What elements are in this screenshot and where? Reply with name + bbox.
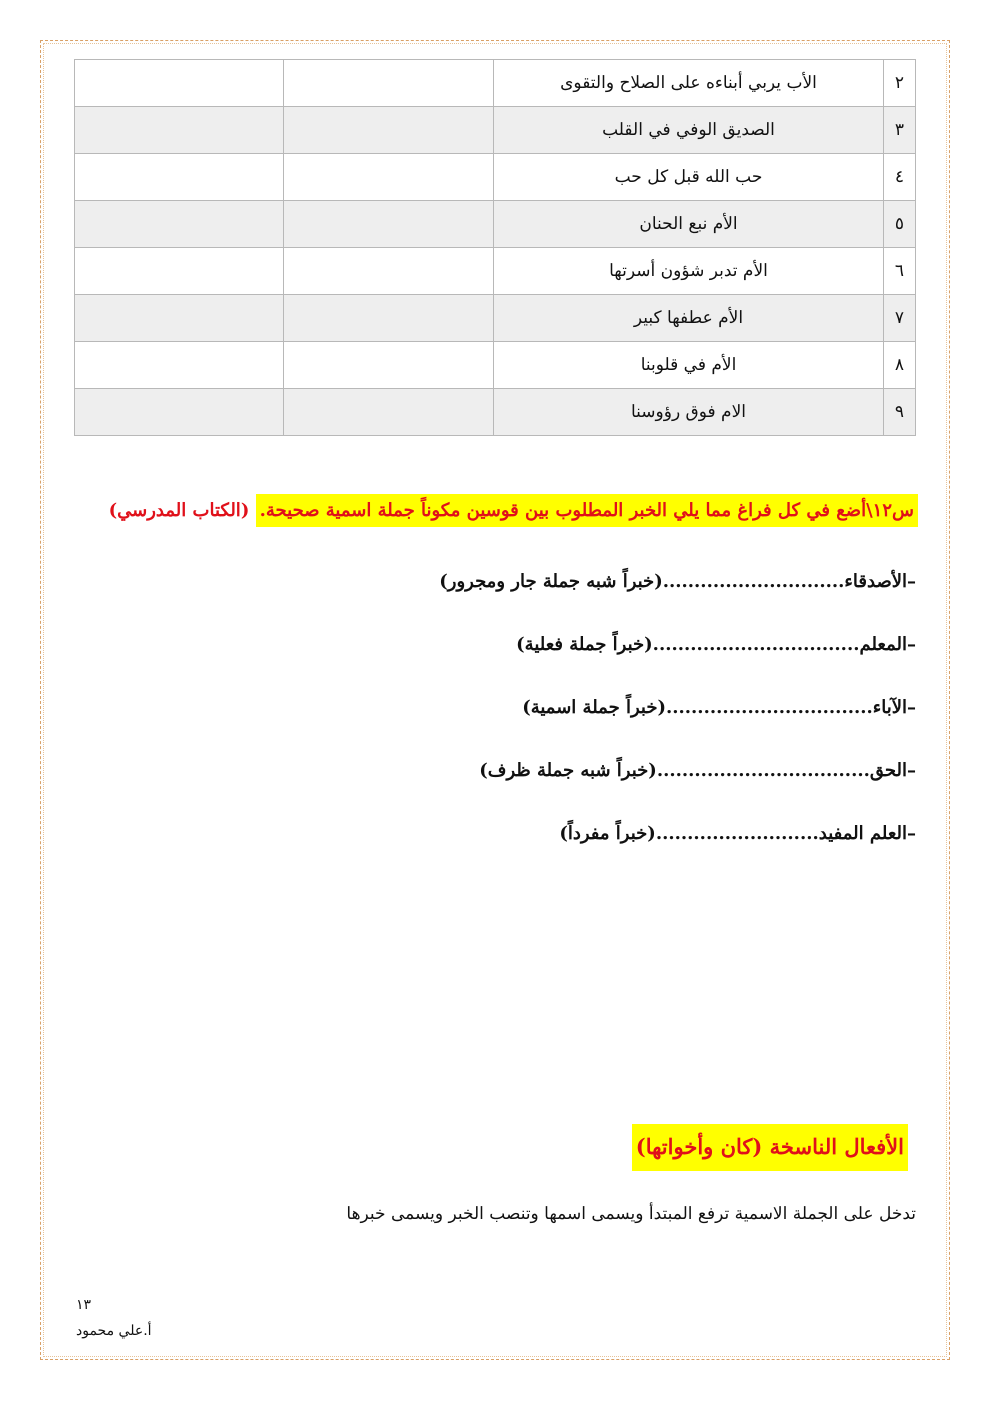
answer-cell — [75, 295, 284, 342]
answer-cell — [284, 295, 494, 342]
row-sentence: حب الله قبل كل حب — [494, 154, 884, 201]
row-sentence: الصديق الوفي في القلب — [494, 107, 884, 154]
table-row — [75, 107, 916, 154]
answer-cell — [75, 60, 284, 107]
row-sentence: الأم عطفها كبير — [494, 295, 884, 342]
answer-cell — [75, 201, 284, 248]
answer-cell — [284, 389, 494, 436]
table-row — [75, 154, 916, 201]
question-text: س١٢\أضع في كل فراغ مما يلي الخبر المطلوب بين قوسين مكوناً جملة اسمية صحيحة. — [256, 494, 918, 527]
exercise-line: –الحق..................................(خبراً شبه جملة ظرف) — [479, 760, 916, 781]
row-number: ٥ — [884, 201, 916, 248]
answer-cell — [284, 154, 494, 201]
answer-cell — [284, 201, 494, 248]
question-source: (الكتاب المدرسي) — [108, 500, 250, 521]
row-number: ٣ — [884, 107, 916, 154]
row-sentence: الأب يربي أبناءه على الصلاح والتقوى — [494, 60, 884, 107]
section-body: تدخل على الجملة الاسمية ترفع المبتدأ ويسمى اسمها وتنصب الخبر ويسمى خبرها — [346, 1204, 916, 1224]
row-number: ٦ — [884, 248, 916, 295]
answer-cell — [284, 342, 494, 389]
table-row — [75, 295, 916, 342]
row-sentence: الأم تدبر شؤون أسرتها — [494, 248, 884, 295]
answer-cell — [75, 107, 284, 154]
exercise-line: –الآباء.................................(خبراً جملة اسمية) — [522, 697, 916, 718]
row-number: ٨ — [884, 342, 916, 389]
table-row — [75, 248, 916, 295]
row-sentence: الام فوق رؤوسنا — [494, 389, 884, 436]
table-row — [75, 60, 916, 107]
answer-cell — [75, 154, 284, 201]
answer-cell — [284, 107, 494, 154]
answer-cell — [284, 248, 494, 295]
table-row — [75, 389, 916, 436]
answer-cell — [284, 60, 494, 107]
row-number: ٧ — [884, 295, 916, 342]
sentences-table — [74, 59, 916, 436]
row-number: ٤ — [884, 154, 916, 201]
table-row — [75, 342, 916, 389]
row-sentence: الأم في قلوبنا — [494, 342, 884, 389]
answer-cell — [75, 342, 284, 389]
table-row — [75, 201, 916, 248]
row-number: ٩ — [884, 389, 916, 436]
answer-cell — [75, 248, 284, 295]
answer-cell — [75, 389, 284, 436]
exercise-line: –المعلم.................................(خبراً جملة فعلية) — [516, 634, 916, 655]
row-sentence: الأم نبع الحنان — [494, 201, 884, 248]
page-number: ١٣ — [76, 1297, 92, 1313]
row-number: ٢ — [884, 60, 916, 107]
exercise-line: –الأصدقاء.............................(خبراً شبه جملة جار ومجرور) — [439, 571, 916, 592]
section-heading: الأفعال الناسخة (كان وأخواتها) — [632, 1124, 908, 1171]
question-line — [109, 500, 918, 521]
exercise-line: –العلم المفيد..........................(خبراً مفرداً) — [559, 823, 916, 844]
author-name: أ.علي محمود — [76, 1323, 152, 1339]
